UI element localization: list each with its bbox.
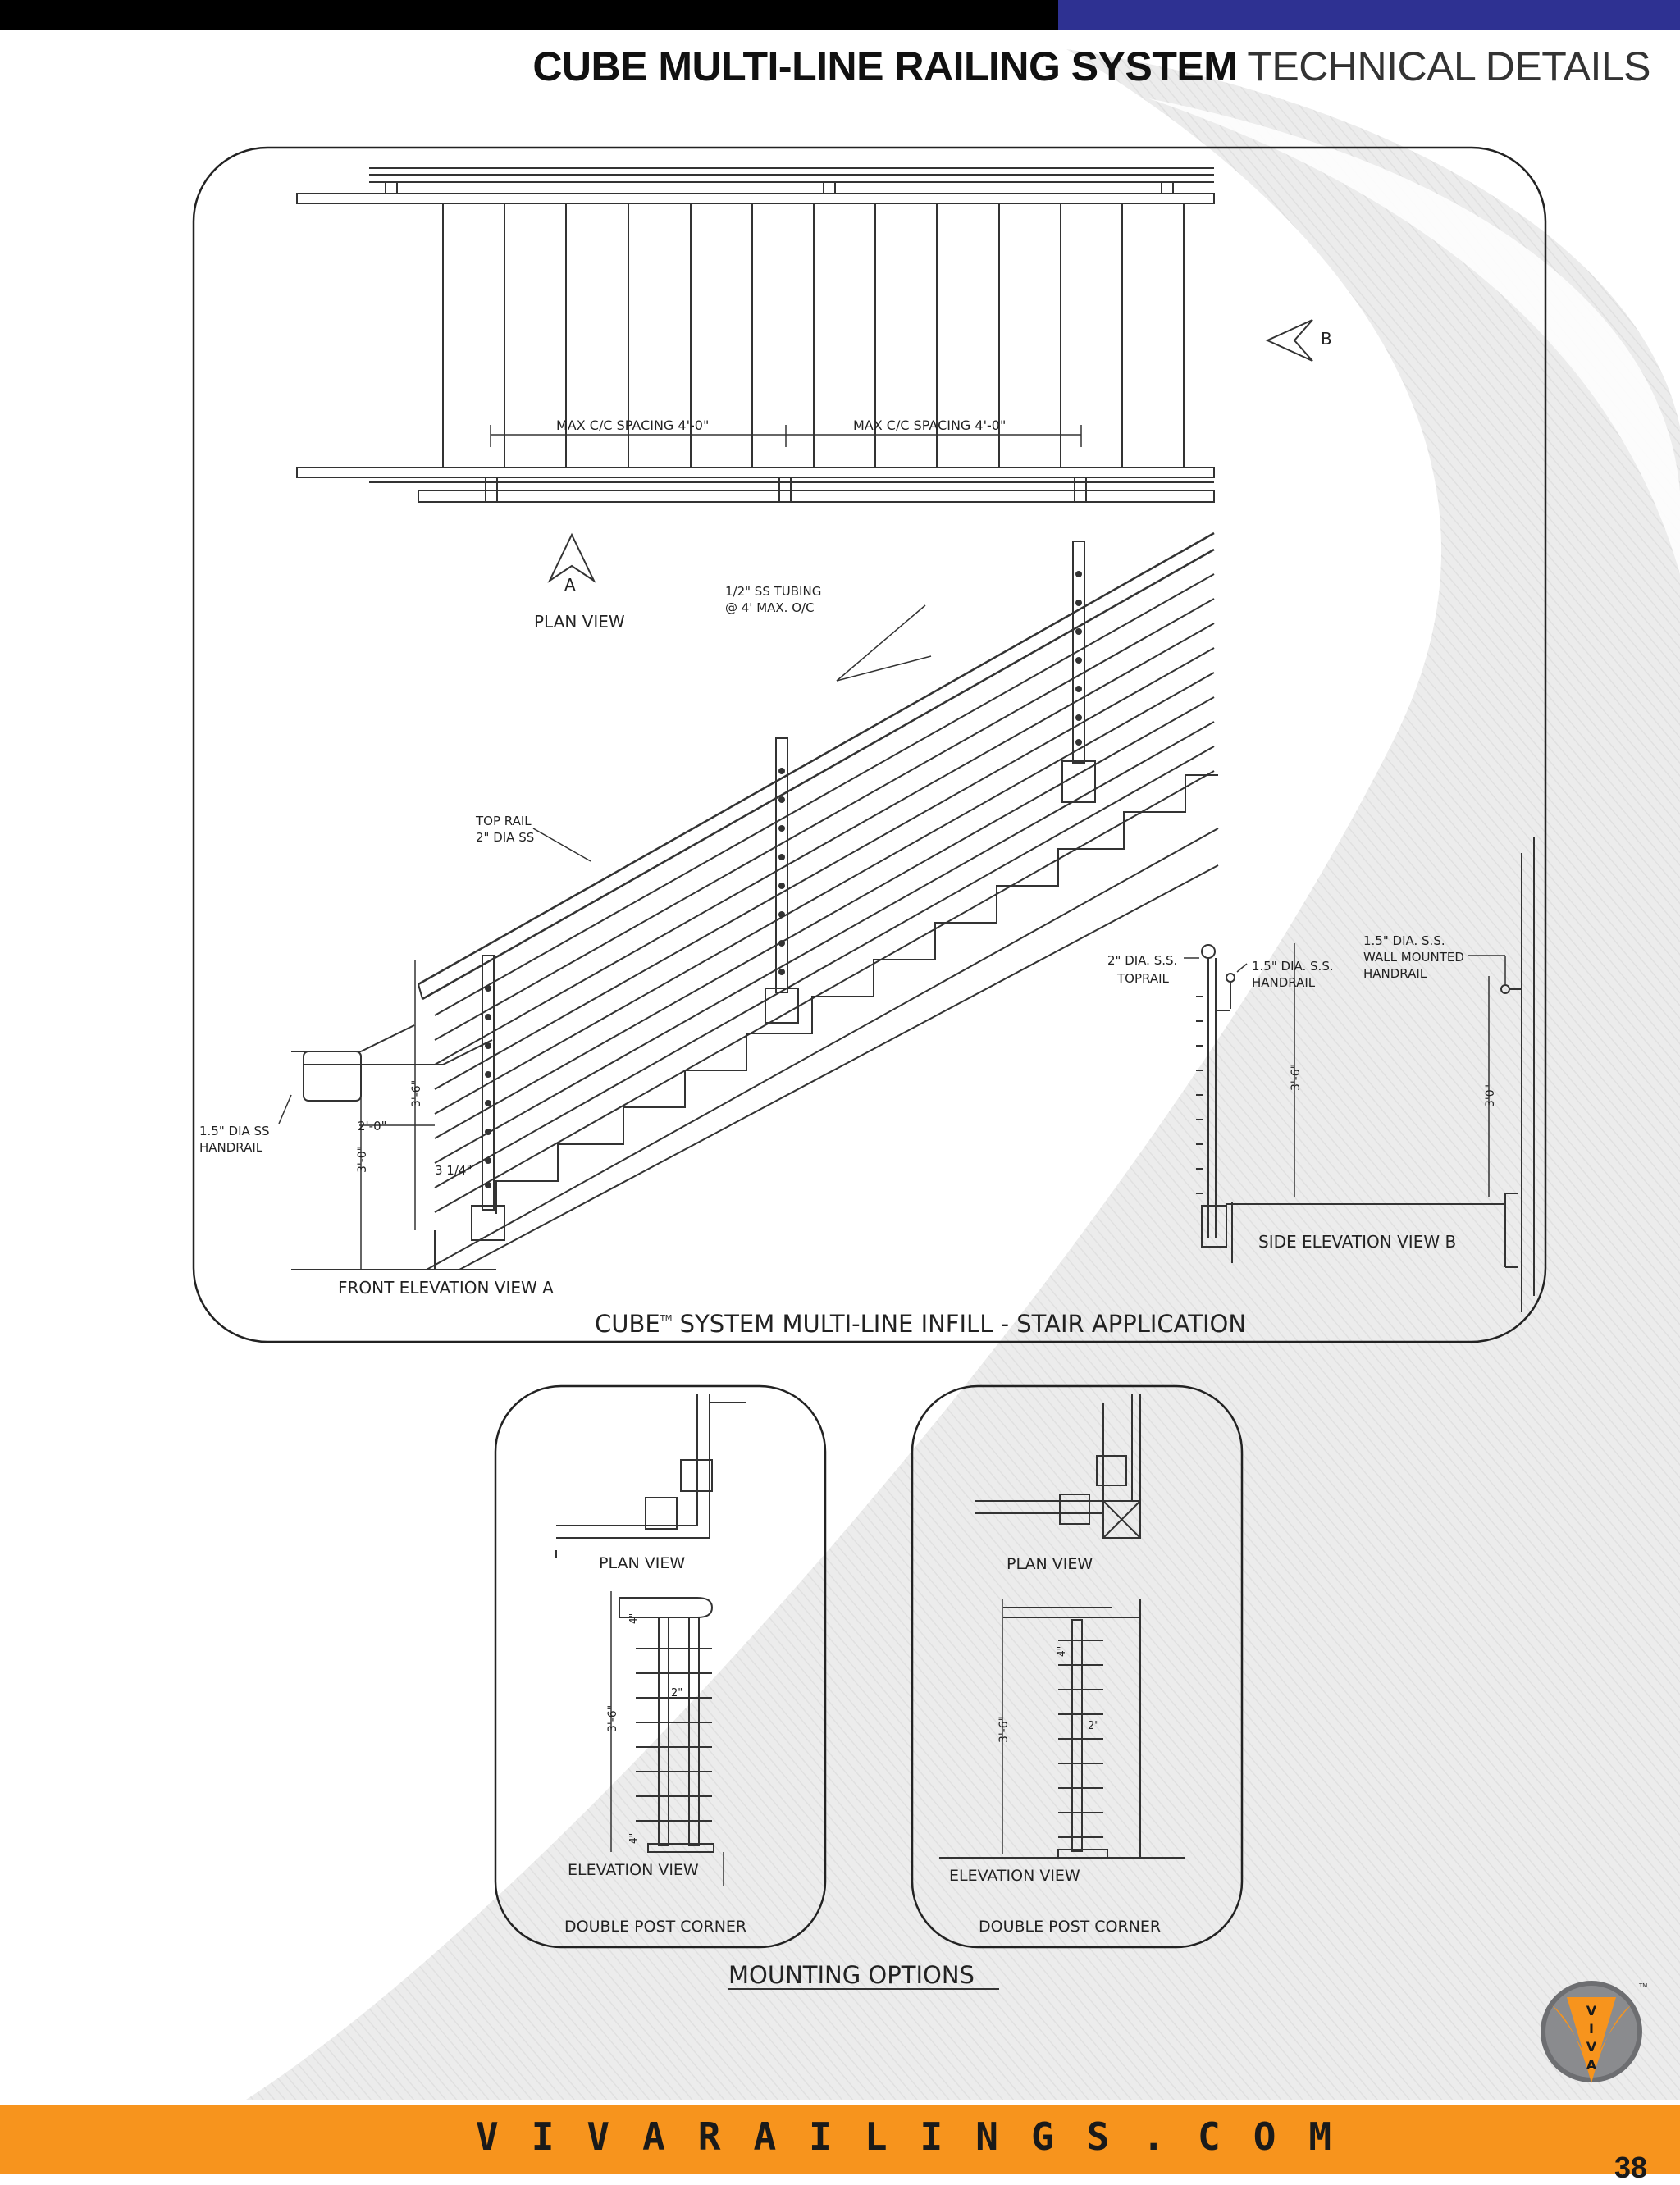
handrail-label-line2: HANDRAIL	[199, 1140, 263, 1155]
right-plan-view-label: PLAN VIEW	[1007, 1555, 1093, 1573]
side-wall-line2: WALL MOUNTED	[1363, 950, 1464, 965]
right-dim-3-6: 3'-6"	[998, 1715, 1011, 1743]
dim-3-6-side: 3'-6"	[1290, 1063, 1303, 1091]
left-dim-3-6: 3'-6"	[606, 1704, 619, 1732]
toprail-label-line2: 2" DIA SS	[476, 830, 535, 845]
right-dim-4-top: 4"	[1056, 1645, 1067, 1657]
side-wall-line1: 1.5" DIA. S.S.	[1363, 933, 1445, 948]
marker-b-label: B	[1321, 329, 1332, 349]
side-handrail-line1: 1.5" DIA. S.S.	[1252, 959, 1334, 974]
left-dim-2: 2"	[671, 1687, 683, 1699]
toprail-label-line1: TOP RAIL	[476, 814, 532, 828]
plan-spacing-right: MAX C/C SPACING 4'-0"	[853, 417, 1007, 433]
handrail-label-line1: 1.5" DIA SS	[199, 1124, 270, 1138]
marker-b-arrow	[1267, 320, 1312, 361]
title-light: TECHNICAL DETAILS	[1247, 43, 1650, 89]
right-mount-title: DOUBLE POST CORNER	[979, 1918, 1162, 1936]
dim-3-0-front: 3'-0"	[356, 1145, 369, 1173]
left-elevation-label: ELEVATION VIEW	[568, 1861, 699, 1879]
logo-letter-v2: V	[1586, 2039, 1597, 2055]
side-infill-ticks	[1196, 997, 1203, 1193]
side-handrail-line2: HANDRAIL	[1252, 975, 1316, 990]
plan-spacing-left: MAX C/C SPACING 4'-0"	[556, 417, 710, 433]
side-toprail-line2: TOPRAIL	[1117, 971, 1169, 986]
dim-2-0: 2'-0"	[358, 1119, 387, 1134]
side-toprail-line1: 2" DIA. S.S.	[1107, 953, 1178, 968]
plan-view-label: PLAN VIEW	[534, 612, 625, 632]
left-plan-view-label: PLAN VIEW	[599, 1554, 686, 1572]
viva-logo	[1534, 1973, 1649, 2087]
side-wall-line3: HANDRAIL	[1363, 966, 1427, 981]
mounting-left-drawing	[556, 1394, 746, 1886]
logo-letter-v1: V	[1586, 2003, 1597, 2019]
main-caption: CUBE™ SYSTEM MULTI-LINE INFILL - STAIR APPLICATION	[595, 1310, 1247, 1338]
footer-url[interactable]: VIVARAILINGS.COM	[476, 2114, 1365, 2159]
left-dim-4-bottom: 4"	[628, 1832, 639, 1844]
tubing-label-line1: 1/2" SS TUBING	[725, 584, 822, 599]
left-mount-title: DOUBLE POST CORNER	[564, 1918, 747, 1936]
dim-3-0-side: 3'0"	[1484, 1083, 1497, 1107]
dim-3-1-4: 3 1/4"	[435, 1163, 472, 1178]
logo-letter-i: I	[1589, 2021, 1594, 2037]
right-elevation-label: ELEVATION VIEW	[949, 1867, 1080, 1885]
front-elevation-drawing	[279, 533, 1218, 1270]
post-hole-dots	[485, 571, 1082, 1188]
dim-3-6-front: 3'-6"	[410, 1079, 423, 1107]
right-dim-2: 2"	[1088, 1720, 1100, 1732]
left-dim-4-top: 4"	[628, 1613, 639, 1624]
mounting-right-infill-lines	[1058, 1640, 1103, 1837]
front-elevation-label: FRONT ELEVATION VIEW A	[338, 1278, 554, 1298]
logo-tm: TM	[1639, 1982, 1648, 1989]
page-number: 38	[1614, 2151, 1647, 2184]
mounting-right-frame	[912, 1386, 1242, 1947]
side-elevation-label: SIDE ELEVATION VIEW B	[1258, 1232, 1457, 1252]
logo-letter-a: A	[1586, 2057, 1597, 2073]
mounting-options-title: MOUNTING OPTIONS	[728, 1961, 975, 1989]
marker-a-arrow	[550, 535, 594, 581]
tubing-label-line2: @ 4' MAX. O/C	[725, 600, 815, 615]
marker-a-label: A	[564, 575, 576, 595]
title-bold: CUBE MULTI-LINE RAILING SYSTEM	[532, 43, 1238, 89]
plan-view-drawing	[297, 168, 1214, 502]
mounting-left-infill-lines	[636, 1649, 712, 1821]
